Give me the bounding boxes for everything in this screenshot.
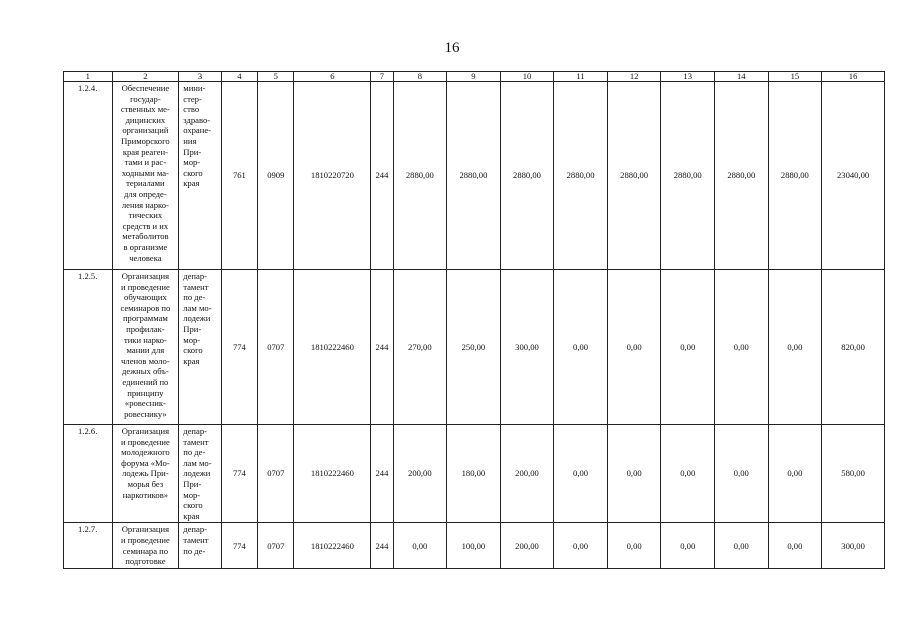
column-header: 16	[822, 72, 885, 82]
row-amount: 0,00	[607, 270, 661, 425]
row-section-code: 0909	[258, 82, 294, 270]
row-amount: 0,00	[768, 270, 822, 425]
column-header: 5	[258, 72, 294, 82]
row-section-code: 0707	[258, 523, 294, 569]
column-header: 3	[179, 72, 221, 82]
row-amount: 0,00	[607, 523, 661, 569]
table-row	[64, 82, 885, 270]
row-amount: 200,00	[500, 523, 554, 569]
row-expense-type: 244	[371, 523, 393, 569]
column-header: 1	[64, 72, 113, 82]
row-amount: 2880,00	[715, 82, 769, 270]
row-amount: 2880,00	[768, 82, 822, 270]
row-target-code: 1810220720	[294, 82, 371, 270]
row-code: 1.2.4.	[64, 82, 113, 270]
column-header: 11	[554, 72, 608, 82]
row-total: 820,00	[822, 270, 885, 425]
row-amount: 0,00	[768, 523, 822, 569]
row-amount: 0,00	[554, 523, 608, 569]
header-row	[64, 72, 885, 82]
budget-table	[63, 71, 885, 569]
row-activity-name: Обеспечение государ- ственных ме- дицинских организаций Приморского края реаген- тами и рас- ходными ма- териалами для опреде- ления нарко- тических средств и их метаболитов в организме человека	[112, 82, 179, 270]
row-amount: 200,00	[393, 425, 447, 523]
table-row	[64, 523, 885, 569]
row-amount: 250,00	[447, 270, 501, 425]
row-target-code: 1810222460	[294, 523, 371, 569]
column-header: 7	[371, 72, 393, 82]
row-executor: депар- тамент по де-	[179, 523, 221, 569]
row-amount: 0,00	[661, 425, 715, 523]
row-total: 580,00	[822, 425, 885, 523]
row-total: 23040,00	[822, 82, 885, 270]
row-amount: 0,00	[715, 523, 769, 569]
row-amount: 180,00	[447, 425, 501, 523]
row-amount: 2880,00	[393, 82, 447, 270]
row-target-code: 1810222460	[294, 270, 371, 425]
column-header: 14	[715, 72, 769, 82]
row-amount: 0,00	[715, 425, 769, 523]
row-executor: депар- тамент по де- лам мо- лодежи При- мор- ского края	[179, 270, 221, 425]
column-header: 6	[294, 72, 371, 82]
page-number: 16	[444, 40, 460, 56]
row-code: 1.2.7.	[64, 523, 113, 569]
row-activity-name: Организация и проведение молодежного форума «Мо- лодежь При- морья без наркотиков»	[112, 425, 179, 523]
column-header: 8	[393, 72, 447, 82]
row-amount: 200,00	[500, 425, 554, 523]
row-total: 300,00	[822, 523, 885, 569]
row-amount: 300,00	[500, 270, 554, 425]
row-amount: 0,00	[661, 270, 715, 425]
row-amount: 0,00	[393, 523, 447, 569]
row-amount: 2880,00	[607, 82, 661, 270]
row-section-code: 0707	[258, 270, 294, 425]
column-header: 15	[768, 72, 822, 82]
row-expense-type: 244	[371, 270, 393, 425]
row-ministry-code: 774	[221, 270, 257, 425]
row-ministry-code: 774	[221, 523, 257, 569]
row-amount: 0,00	[715, 270, 769, 425]
row-section-code: 0707	[258, 425, 294, 523]
column-header: 10	[500, 72, 554, 82]
row-ministry-code: 774	[221, 425, 257, 523]
row-target-code: 1810222460	[294, 425, 371, 523]
row-amount: 100,00	[447, 523, 501, 569]
row-amount: 270,00	[393, 270, 447, 425]
row-amount: 2880,00	[500, 82, 554, 270]
row-ministry-code: 761	[221, 82, 257, 270]
table-row	[64, 425, 885, 523]
row-executor: мини- стер- ство здраво- охране- ния При- мор- ского края	[179, 82, 221, 270]
column-header: 2	[112, 72, 179, 82]
column-header: 13	[661, 72, 715, 82]
row-amount: 2880,00	[447, 82, 501, 270]
row-expense-type: 244	[371, 425, 393, 523]
row-amount: 0,00	[554, 425, 608, 523]
row-executor: депар- тамент по де- лам мо- лодежи При- мор- ского края	[179, 425, 221, 523]
row-expense-type: 244	[371, 82, 393, 270]
row-amount: 0,00	[607, 425, 661, 523]
row-activity-name: Организация и проведение семинара по подготовке	[112, 523, 179, 569]
row-activity-name: Организация и проведение обучающих семинаров по программам профилак- тики нарко- мании для членов моло- дежных объ- единений по принципу «ровесник- ровеснику»	[112, 270, 179, 425]
row-code: 1.2.5.	[64, 270, 113, 425]
column-header: 9	[447, 72, 501, 82]
column-header: 4	[221, 72, 257, 82]
row-amount: 0,00	[768, 425, 822, 523]
row-amount: 0,00	[661, 523, 715, 569]
row-code: 1.2.6.	[64, 425, 113, 523]
row-amount: 2880,00	[554, 82, 608, 270]
row-amount: 2880,00	[661, 82, 715, 270]
column-header: 12	[607, 72, 661, 82]
table-row	[64, 270, 885, 425]
row-amount: 0,00	[554, 270, 608, 425]
